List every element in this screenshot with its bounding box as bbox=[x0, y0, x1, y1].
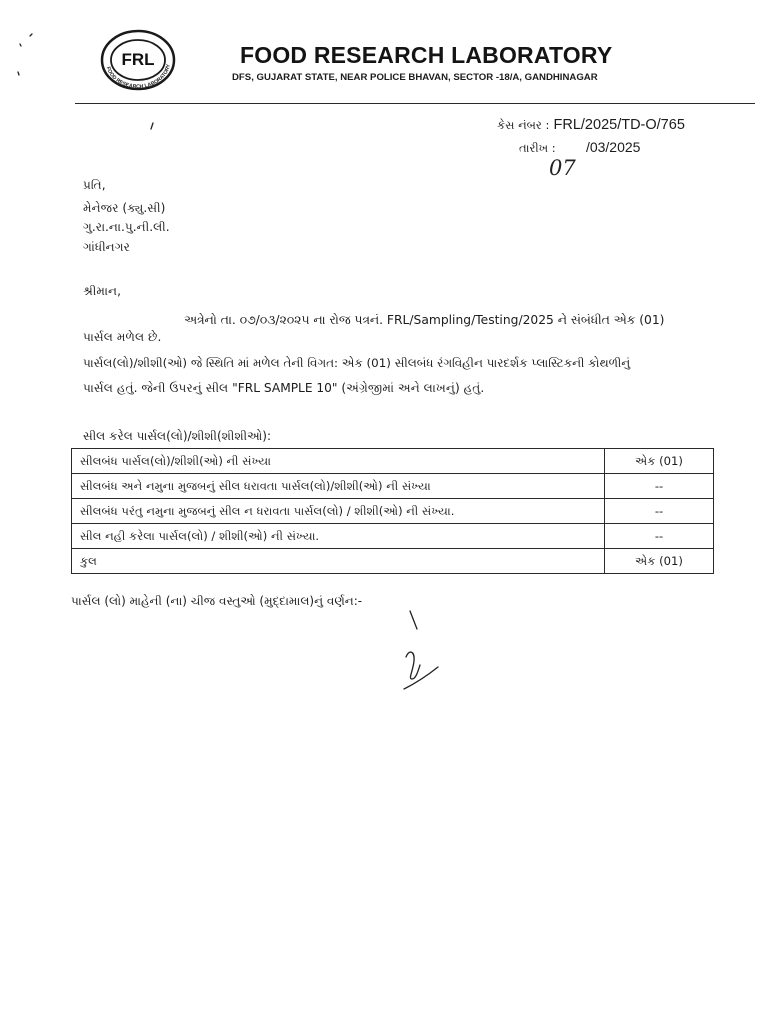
logo-text: FRL bbox=[121, 50, 155, 69]
contents-heading: પાર્સલ (લો) માહેની (ના) ચીજ વસ્તુઓ (મુદ્દામાલ)નું વર્ણન:- bbox=[71, 594, 363, 608]
row-label: કુલ bbox=[72, 549, 605, 574]
recipient-line-1: મેનેજર (ક્યુ.સી) bbox=[83, 201, 166, 215]
header-divider bbox=[75, 103, 755, 104]
lab-address: DFS, GUJARAT STATE, NEAR POLICE BHAVAN, SECTOR -18/A, GANDHINAGAR bbox=[232, 72, 598, 83]
recipient-line-3: ગાંધીનગર bbox=[83, 240, 130, 254]
body-para2-line1: પાર્સલ(લો)/શીશી(ઓ) જે સ્થિતિ માં મળેલ તેની વિગત: એક (01) સીલબંધ રંગવિહીન પારદર્શક પ્લાસ્ટિકની કોથળીનું bbox=[83, 356, 631, 370]
lab-title: FOOD RESEARCH LABORATORY bbox=[240, 42, 613, 68]
recipient-line-2: ગુ.રા.ના.પુ.ની.લી. bbox=[83, 220, 170, 234]
body-para1-line2: પાર્સલ મળેલ છે. bbox=[83, 330, 162, 344]
row-value: -- bbox=[605, 474, 714, 499]
date-value: /03/2025 bbox=[585, 139, 641, 155]
case-number-value: FRL/2025/TD-O/765 bbox=[553, 117, 685, 133]
table-row bbox=[72, 474, 714, 499]
body-para1-line1: અત્રેનો તા. ૦૭/૦૩/૨૦૨૫ ના રોજ પત્રનં. FRL/Sampling/Testing/2025 ને સંબંધીત એક (01) bbox=[184, 313, 665, 327]
seal-parcel-table bbox=[71, 448, 714, 574]
recipient-to: પ્રતિ, bbox=[83, 178, 106, 192]
table-row bbox=[72, 549, 714, 574]
table-row bbox=[72, 524, 714, 549]
table-row bbox=[72, 449, 714, 474]
case-number-label: કેસ નંબર : bbox=[497, 118, 550, 132]
row-label: સીલબંધ પરંતુ નમુના મુજબનું સીલ ન ધરાવતા પાર્સલ(લો) / શીશી(ઓ) ની સંખ્યા. bbox=[72, 499, 605, 524]
row-value: એક (01) bbox=[605, 449, 714, 474]
handwritten-signature bbox=[400, 605, 460, 695]
case-number-line bbox=[497, 117, 685, 133]
row-label: સીલ નહી કરેલા પાર્સલ(લો) / શીશી(ઓ) ની સંખ્યા. bbox=[72, 524, 605, 549]
row-label: સીલબંધ અને નમુના મુજબનું સીલ ધરાવતા પાર્સલ(લો)/શીશી(ઓ) ની સંખ્યા bbox=[72, 474, 605, 499]
logo-ring-text: FOOD RESEARCH LABORATORY bbox=[104, 63, 172, 91]
row-label: સીલબંધ પાર્સલ(લો)/શીશી(ઓ) ની સંખ્યા bbox=[72, 449, 605, 474]
handwritten-day: 07 bbox=[549, 156, 576, 180]
body-para2-line2: પાર્સલ હતું. જેની ઉપરનું સીલ "FRL SAMPLE 10" (અંગ્રેજીમાં અને લાખનું) હતું. bbox=[83, 381, 485, 395]
row-value: -- bbox=[605, 499, 714, 524]
row-value: -- bbox=[605, 524, 714, 549]
row-value: એક (01) bbox=[605, 549, 714, 574]
table-row bbox=[72, 499, 714, 524]
stray-mark bbox=[143, 120, 163, 140]
date-line bbox=[519, 139, 640, 156]
seal-section-heading: સીલ કરેલ પાર્સલ(લો)/શીશી(શીશીઓ): bbox=[83, 429, 272, 443]
salutation: શ્રીમાન, bbox=[83, 284, 121, 298]
margin-marks bbox=[14, 30, 54, 140]
date-label: તારીખ : bbox=[519, 141, 556, 155]
frl-logo bbox=[96, 28, 180, 92]
